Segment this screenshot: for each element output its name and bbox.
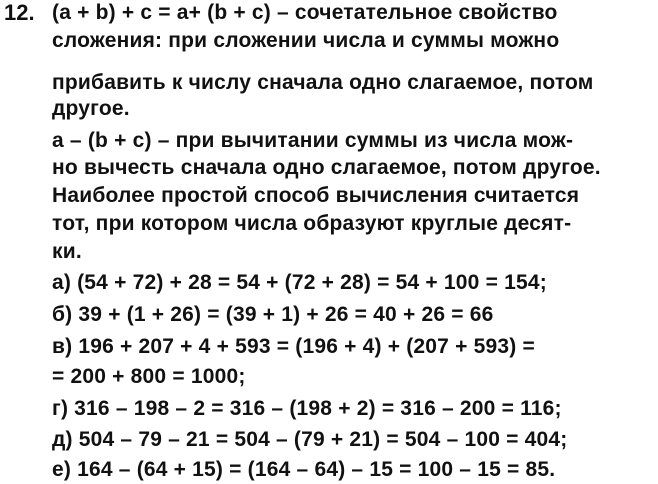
text-line-5: a – (b + c) – при вычитании суммы из числа мож- [52,129,574,152]
example-d: д) 504 – 79 – 21 = 504 – (79 + 21) = 504 – 100 = 404; [52,428,568,451]
example-e: е) 164 – (64 + 15) = (164 – 64) – 15 = 100 – 15 = 85. [52,458,556,481]
text-line-9: ки. [52,240,82,263]
text-line-7: Наиболее простой способ вычисления считается [52,184,580,207]
text-line-3: прибавить к числу сначала одно слагаемое, потом [52,71,594,94]
text-line-2: сложения: при сложении числа и суммы можно [52,29,560,52]
example-a: а) (54 + 72) + 28 = 54 + (72 + 28) = 54 + 100 = 154; [52,271,547,294]
example-v-line-2: = 200 + 800 = 1000; [52,365,246,388]
text-line-4: другое. [52,97,130,120]
example-b: б) 39 + (1 + 26) = (39 + 1) + 26 = 40 + 26 = 66 [52,303,494,326]
problem-number: 12. [4,0,35,25]
example-v-line-1: в) 196 + 207 + 4 + 593 = (196 + 4) + (207 + 593) = [52,335,535,358]
text-line-1: (a + b) + c = a+ (b + c) – сочетательное свойство [52,1,558,24]
text-line-6: но вычесть сначала одно слагаемое, потом другое. [52,156,601,179]
example-g: г) 316 – 198 – 2 = 316 – (198 + 2) = 316 – 200 = 116; [52,397,562,420]
text-line-8: тот, при котором числа образуют круглые десят- [52,212,572,235]
